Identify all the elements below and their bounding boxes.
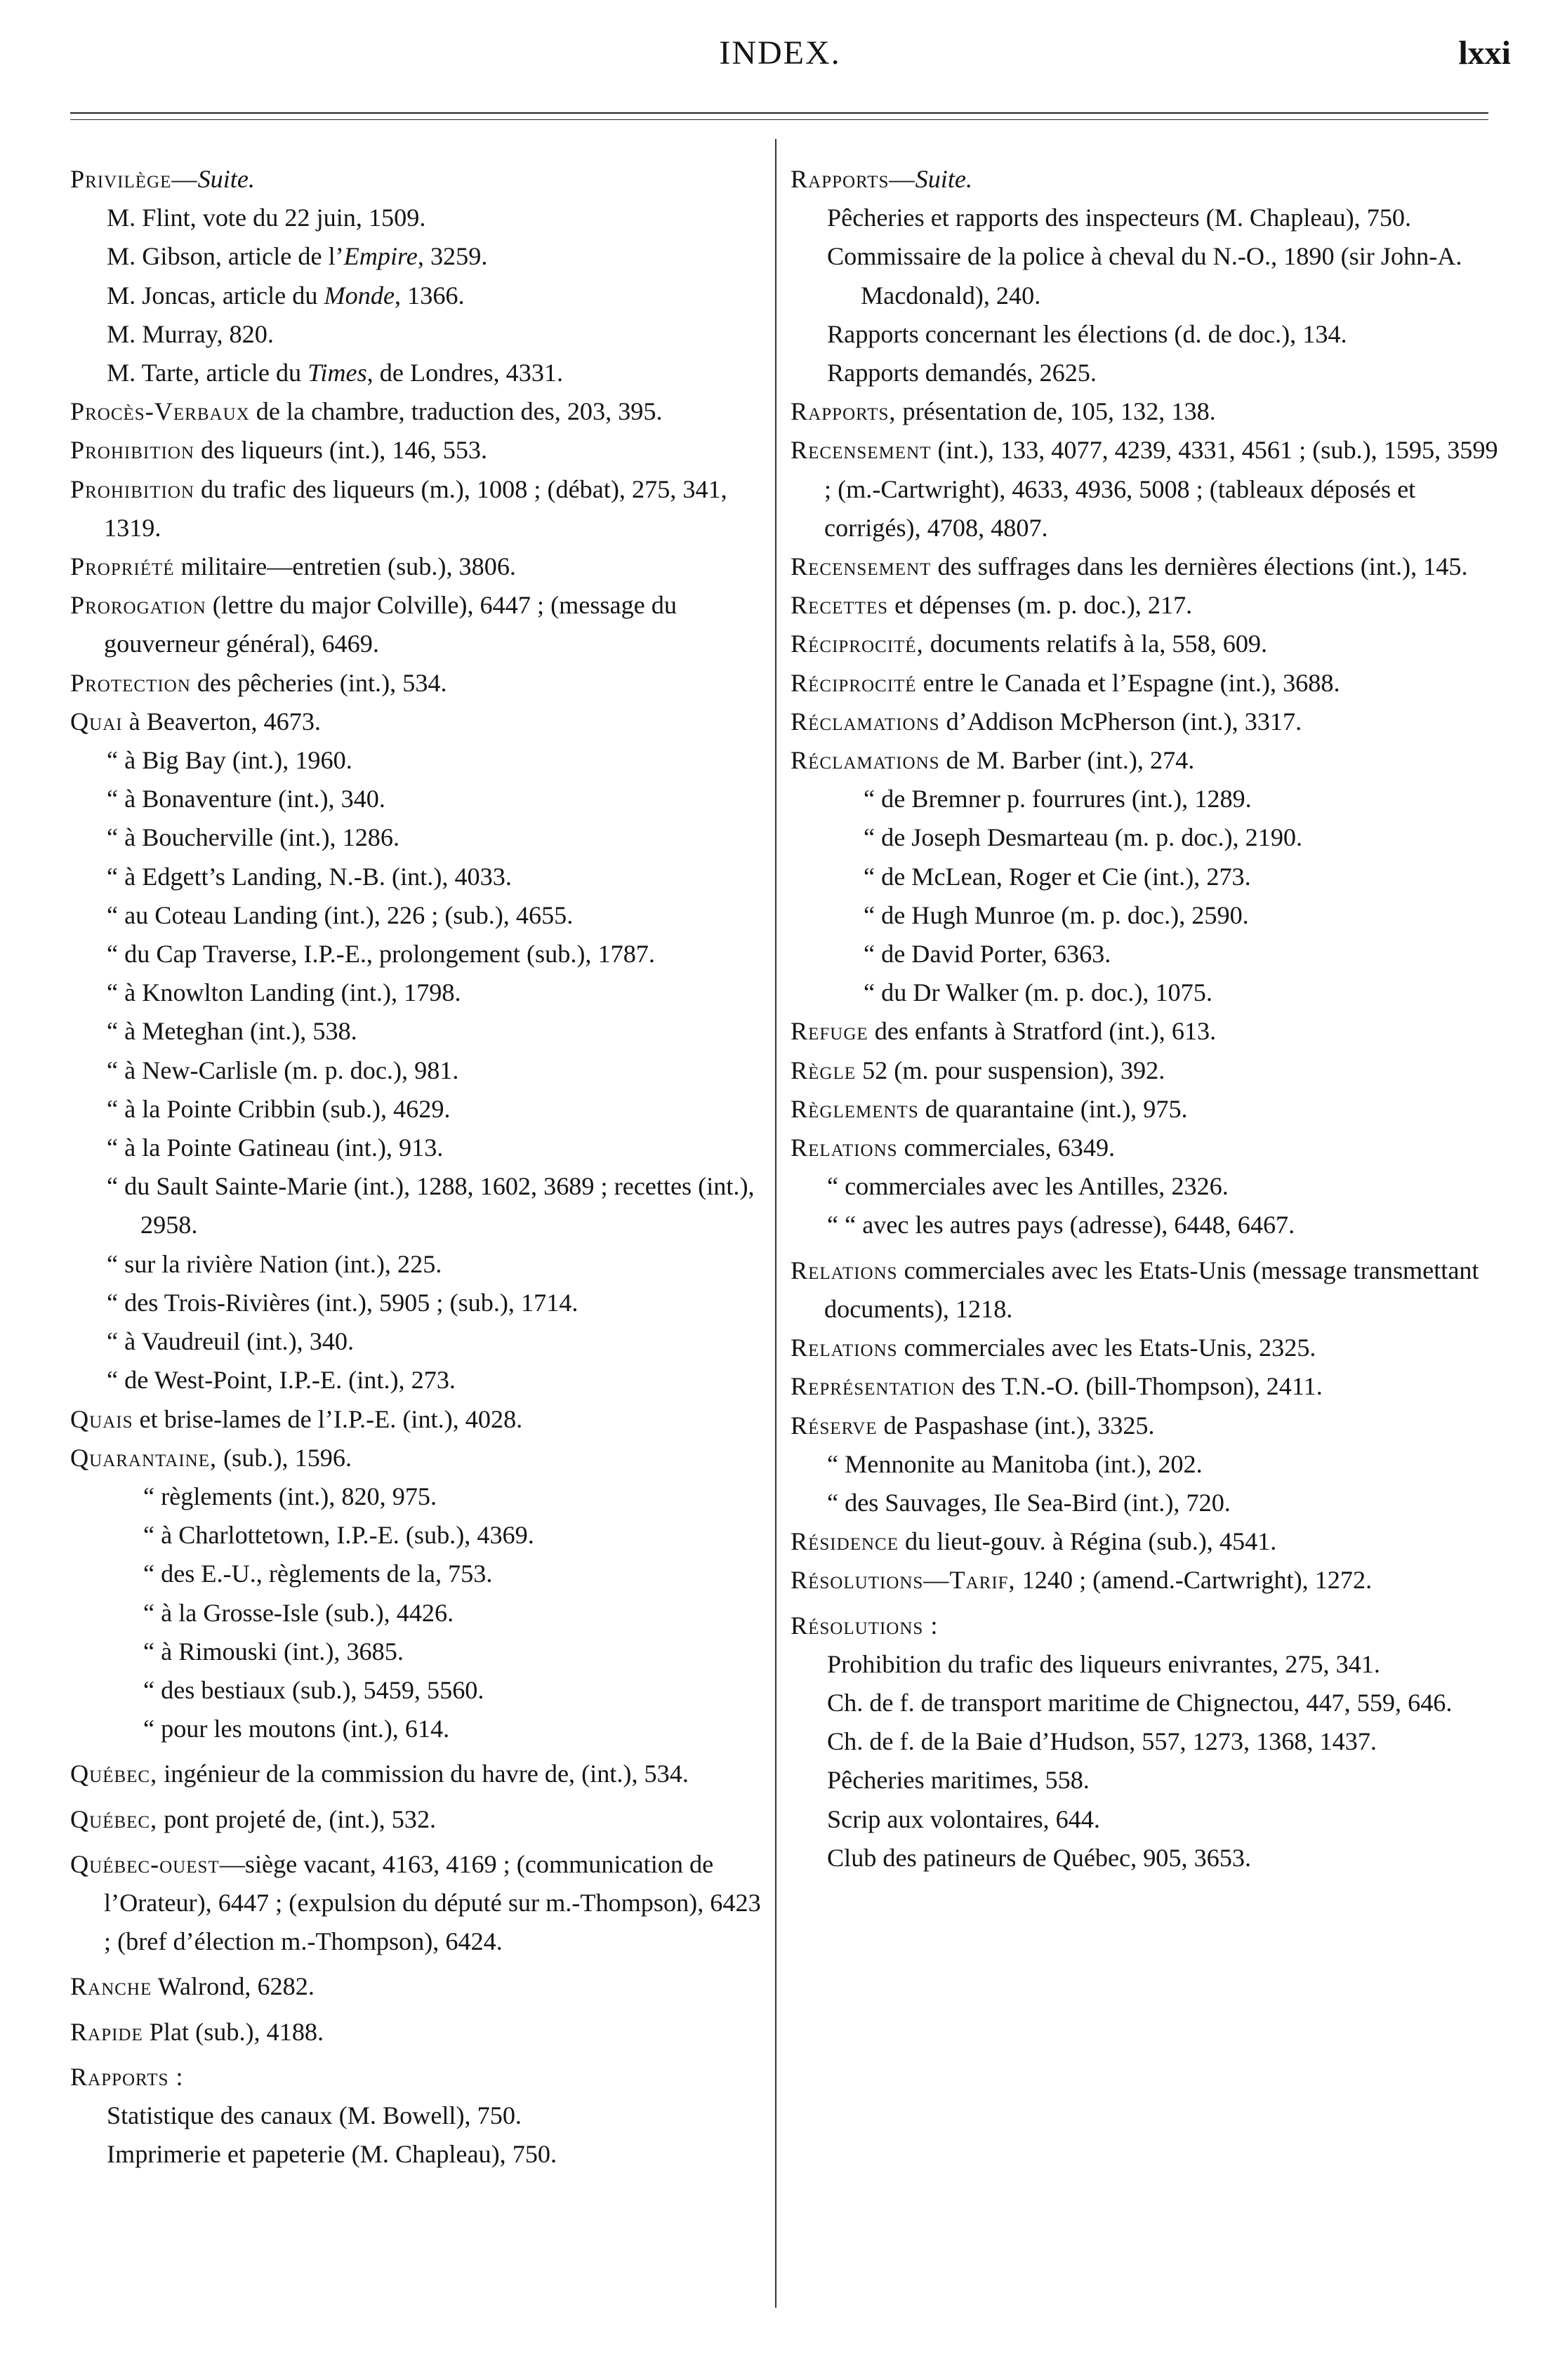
entry-text-end: , 3259.	[417, 242, 488, 271]
column-divider	[775, 139, 776, 2308]
entry-text: “ règlements (int.), 820, 975.	[143, 1482, 437, 1510]
entry-keyword: Prohibition	[70, 474, 194, 503]
entry-text: Pêcheries et rapports des inspecteurs (M. Chapleau), 750.	[827, 204, 1412, 232]
entry-text: présentation de, 105, 132, 138.	[896, 397, 1216, 426]
entry-text: ingénieur de la commission du havre de, (int.), 534.	[157, 1760, 689, 1788]
entry-text: “ des Sauvages, Ile Sea-Bird (int.), 720.	[827, 1488, 1231, 1517]
entry-italic: Times	[308, 359, 367, 387]
index-entry	[791, 1329, 1498, 1367]
entry-text: pont projeté de, (int.), 532.	[157, 1804, 437, 1833]
index-entry	[791, 1367, 1498, 1406]
index-entry	[70, 1710, 765, 1748]
entry-text: et dépenses (m. p. doc.), 217.	[888, 591, 1193, 620]
entry-text: “ du Sault Sainte-Marie (int.), 1288, 1602, 3689 ; recettes (int.), 2958.	[107, 1172, 755, 1239]
index-entry	[791, 1090, 1498, 1129]
index-entry	[70, 199, 765, 237]
index-entry	[791, 818, 1498, 857]
entry-text: —siège vacant, 4163, 4169 ; (communication de l’Orateur), 6447 ; (expulsion du député sur m.-Thompson), 6423 ; (bref d’élection m.-Thompson), 6424.	[104, 1849, 761, 1956]
index-entry	[70, 741, 765, 780]
entry-text: Commissaire de la police à cheval du N.-O., 1890 (sir John-A. Macdonald), 240.	[827, 242, 1462, 310]
page-title: INDEX.	[719, 34, 841, 72]
entry-text: Ch. de f. de transport maritime de Chignectou, 447, 559, 646.	[827, 1688, 1453, 1717]
entry-text: “ à Boucherville (int.), 1286.	[107, 823, 400, 852]
entry-text-end: , de Londres, 4331.	[366, 359, 564, 387]
index-entry	[70, 1755, 765, 1793]
entry-keyword: Québec,	[70, 1804, 158, 1833]
entry-text: Ch. de f. de la Baie d’Hudson, 557, 1273, 1368, 1437.	[827, 1727, 1377, 1756]
index-entry	[70, 354, 765, 392]
entry-suite: Suite.	[197, 165, 255, 193]
index-entry	[791, 1167, 1498, 1206]
entry-keyword: Rapports,	[791, 397, 897, 426]
entry-text: commerciales, 6349.	[897, 1134, 1116, 1162]
index-entry	[70, 1361, 765, 1400]
entry-text: “ du Dr Walker (m. p. doc.), 1075.	[864, 978, 1212, 1007]
index-entry	[70, 1012, 765, 1051]
entry-keyword: Réclamations	[791, 746, 940, 775]
entry-text: Pêcheries maritimes, 558.	[827, 1766, 1090, 1795]
index-entry	[70, 1439, 765, 1477]
entry-text: Rapports demandés, 2625.	[827, 359, 1097, 387]
entry-text: “ à Meteghan (int.), 538.	[107, 1017, 357, 1046]
index-entry	[791, 1051, 1498, 1090]
entry-text: commerciales avec les Etats-Unis, 2325.	[897, 1334, 1316, 1362]
entry-keyword: Quarantaine,	[70, 1443, 218, 1472]
index-entry	[791, 431, 1498, 547]
index-entry	[791, 1684, 1498, 1722]
index-entry	[791, 935, 1498, 973]
entry-text: entre le Canada et l’Espagne (int.), 3688.	[916, 668, 1340, 697]
entry-keyword: Réciprocité	[791, 668, 917, 697]
entry-text: militaire—entretien (sub.), 3806.	[174, 552, 516, 581]
entry-text: des pêcheries (int.), 534.	[190, 668, 447, 697]
index-entry	[791, 1407, 1498, 1445]
index-entry	[70, 1967, 765, 2006]
index-entry	[791, 199, 1498, 237]
entry-text: “ à la Pointe Gatineau (int.), 913.	[107, 1134, 444, 1162]
entry-text: du lieut-gouv. à Régina (sub.), 4541.	[898, 1527, 1277, 1556]
index-entry	[791, 237, 1498, 314]
entry-text: Plat (sub.), 4188.	[143, 2017, 324, 2046]
index-entry	[791, 160, 1498, 199]
entry-text: d’Addison McPherson (int.), 3317.	[939, 707, 1302, 736]
entry-text: “ à Big Bay (int.), 1960.	[107, 746, 352, 775]
index-entry	[791, 1839, 1498, 1877]
entry-text: “ à Vaudreuil (int.), 340.	[107, 1327, 355, 1356]
index-entry	[791, 896, 1498, 935]
entry-italic: Empire	[343, 242, 418, 271]
entry-keyword: Réciprocité,	[791, 630, 924, 658]
page-number: lxxi	[1458, 34, 1511, 72]
index-entry	[791, 664, 1498, 703]
entry-keyword: Représentation	[791, 1372, 956, 1401]
entry-text: commerciales avec les Etats-Unis (message transmettant documents), 1218.	[824, 1256, 1479, 1323]
entry-text: “ des Trois-Rivières (int.), 5905 ; (sub.), 1714.	[107, 1288, 579, 1317]
entry-text: “ à New-Carlisle (m. p. doc.), 981.	[107, 1056, 459, 1084]
entry-keyword: Rapports—	[791, 165, 915, 193]
index-column-right	[791, 160, 1498, 1877]
entry-keyword: Résolutions—Tarif,	[791, 1566, 1016, 1595]
entry-text: “ au Coteau Landing (int.), 226 ; (sub.), 4655.	[107, 900, 574, 929]
entry-text: “ à la Grosse-Isle (sub.), 4426.	[143, 1598, 454, 1627]
entry-text: M. Flint, vote du 22 juin, 1509.	[107, 204, 426, 232]
entry-text: “ à Knowlton Landing (int.), 1798.	[107, 978, 461, 1007]
entry-text: “ de David Porter, 6363.	[864, 940, 1111, 969]
index-entry	[791, 1206, 1498, 1244]
entry-text: M. Murray, 820.	[107, 319, 274, 348]
entry-text: “ à Edgett’s Landing, N.-B. (int.), 4033.	[107, 862, 512, 891]
index-entry	[791, 1522, 1498, 1561]
index-entry	[791, 625, 1498, 663]
entry-keyword: Privilège—	[70, 165, 198, 193]
entry-keyword: Relations	[791, 1334, 898, 1362]
index-entry	[791, 1012, 1498, 1051]
entry-keyword: Procès-Verbaux	[70, 397, 250, 426]
entry-text: à Beaverton, 4673.	[122, 707, 321, 736]
index-entry	[791, 703, 1498, 741]
entry-text: “ du Cap Traverse, I.P.-E., prolongement (sub.), 1787.	[107, 940, 655, 969]
entry-keyword: Réclamations	[791, 707, 940, 736]
index-entry	[791, 1607, 1498, 1645]
index-entry	[70, 1555, 765, 1593]
entry-text: documents relatifs à la, 558, 609.	[923, 630, 1268, 658]
index-entry	[791, 780, 1498, 818]
index-entry	[70, 1090, 765, 1129]
index-entry	[791, 315, 1498, 354]
entry-keyword: Réserve	[791, 1411, 878, 1440]
index-entry	[70, 1129, 765, 1167]
entry-keyword: Refuge	[791, 1017, 868, 1046]
index-entry	[70, 1516, 765, 1555]
index-entry	[70, 1051, 765, 1090]
entry-text: “ à Charlottetown, I.P.-E. (sub.), 4369.	[143, 1521, 534, 1550]
entry-text: de M. Barber (int.), 274.	[939, 746, 1195, 775]
index-entry	[791, 1251, 1498, 1329]
entry-keyword: Québec-ouest	[70, 1849, 220, 1878]
entry-text: “ à la Pointe Cribbin (sub.), 4629.	[107, 1094, 451, 1123]
entry-text: M. Joncas, article du	[107, 281, 324, 310]
index-entry	[70, 1477, 765, 1516]
index-entry	[791, 392, 1498, 431]
entry-keyword: Recensement	[791, 436, 932, 465]
index-entry	[791, 1761, 1498, 1800]
index-entry	[70, 1167, 765, 1244]
entry-text: Rapports concernant les élections (d. de doc.), 134.	[827, 319, 1347, 348]
index-entry	[70, 1633, 765, 1671]
entry-text: Statistique des canaux (M. Bowell), 750.	[107, 2101, 522, 2129]
index-entry	[70, 586, 765, 663]
entry-italic: Monde	[324, 281, 395, 310]
index-entry	[791, 547, 1498, 586]
entry-text-end: , 1366.	[395, 281, 465, 310]
entry-keyword: Relations	[791, 1256, 898, 1284]
index-entry	[70, 780, 765, 818]
entry-text: “ des E.-U., règlements de la, 753.	[143, 1560, 493, 1588]
index-entry	[70, 703, 765, 741]
entry-text: “ de Joseph Desmarteau (m. p. doc.), 2190.	[864, 823, 1303, 852]
index-entry	[70, 935, 765, 973]
index-entry	[70, 2058, 765, 2096]
entry-keyword: Rapide	[70, 2017, 143, 2046]
entry-keyword: Résolutions :	[791, 1611, 939, 1640]
entry-text: “ des bestiaux (sub.), 5459, 5560.	[143, 1675, 484, 1704]
entry-text: “ commerciales avec les Antilles, 2326.	[827, 1172, 1229, 1201]
entry-keyword: Quai	[70, 707, 123, 736]
entry-text: (lettre du major Colville), 6447 ; (message du gouverneur général), 6469.	[104, 591, 677, 658]
entry-text: Prohibition du trafic des liqueurs enivrantes, 275, 341.	[827, 1649, 1380, 1678]
entry-text: “ sur la rivière Nation (int.), 225.	[107, 1249, 442, 1278]
entry-text: de la chambre, traduction des, 203, 395.	[249, 397, 663, 426]
index-entry	[791, 1445, 1498, 1484]
entry-text: “ “ avec les autres pays (adresse), 6448, 6467.	[827, 1211, 1295, 1239]
entry-text: “ à Rimouski (int.), 3685.	[143, 1637, 404, 1666]
entry-keyword: Ranche	[70, 1972, 152, 2001]
index-entry	[791, 741, 1498, 780]
entry-text: des suffrages dans les dernières élections (int.), 145.	[931, 552, 1468, 581]
index-entry	[70, 1800, 765, 1839]
entry-text: et brise-lames de l’I.P.-E. (int.), 4028.	[133, 1404, 523, 1433]
index-entry	[70, 547, 765, 586]
index-entry	[70, 1322, 765, 1361]
entry-text: Imprimerie et papeterie (M. Chapleau), 750.	[107, 2140, 557, 2169]
entry-text: M. Tarte, article du	[107, 359, 308, 387]
index-entry	[791, 1484, 1498, 1522]
index-entry	[791, 858, 1498, 896]
header-rule-thin	[70, 119, 1488, 120]
index-entry	[791, 354, 1498, 392]
entry-keyword: Recettes	[791, 591, 889, 620]
entry-text: Club des patineurs de Québec, 905, 3653.	[827, 1843, 1252, 1872]
index-entry	[70, 277, 765, 315]
index-entry	[70, 896, 765, 935]
index-entry	[70, 315, 765, 354]
entry-text: 1240 ; (amend.-Cartwright), 1272.	[1015, 1566, 1373, 1595]
entry-keyword: Propriété	[70, 552, 175, 581]
entry-text: Walrond, 6282.	[152, 1972, 315, 2001]
index-entry	[70, 1594, 765, 1633]
entry-keyword: Prohibition	[70, 436, 194, 465]
entry-text: des liqueurs (int.), 146, 553.	[194, 436, 488, 465]
entry-keyword: Prorogation	[70, 591, 206, 620]
index-entry	[791, 1129, 1498, 1167]
entry-text: (int.), 133, 4077, 4239, 4331, 4561 ; (sub.), 1595, 3599 ; (m.-Cartwright), 4633, 4936, 5008 ; (tableaux déposés et corrigés), 4708, 4807.	[824, 436, 1498, 542]
entry-keyword: Résidence	[791, 1527, 899, 1556]
entry-keyword: Quais	[70, 1404, 133, 1433]
index-entry	[791, 1561, 1498, 1600]
index-entry	[70, 1284, 765, 1322]
entry-text: des T.N.-O. (bill-Thompson), 2411.	[955, 1372, 1323, 1401]
entry-text: de quarantaine (int.), 975.	[918, 1094, 1188, 1123]
entry-keyword: Règle	[791, 1056, 857, 1084]
index-entry	[70, 2135, 765, 2174]
entry-text: “ Mennonite au Manitoba (int.), 202.	[827, 1449, 1203, 1478]
index-entry	[70, 1671, 765, 1710]
index-entry	[791, 586, 1498, 625]
index-entry	[70, 2013, 765, 2052]
index-entry	[70, 1400, 765, 1439]
entry-keyword: Relations	[791, 1134, 898, 1162]
index-column-left	[70, 160, 765, 2174]
index-entry	[791, 1800, 1498, 1839]
index-entry	[70, 237, 765, 276]
entry-keyword: Rapports :	[70, 2062, 184, 2091]
entry-text: “ à Bonaventure (int.), 340.	[107, 785, 385, 813]
index-entry	[70, 1845, 765, 1962]
index-entry	[791, 1645, 1498, 1684]
index-entry	[70, 431, 765, 470]
entry-keyword: Règlements	[791, 1094, 919, 1123]
header-rule	[70, 112, 1488, 114]
index-entry	[70, 2096, 765, 2135]
entry-text: Scrip aux volontaires, 644.	[827, 1804, 1100, 1833]
index-entry	[70, 818, 765, 857]
index-entry	[791, 973, 1498, 1012]
entry-keyword: Québec,	[70, 1760, 158, 1788]
index-entry	[70, 160, 765, 199]
index-entry	[70, 470, 765, 547]
entry-text: du trafic des liqueurs (m.), 1008 ; (débat), 275, 341, 1319.	[104, 474, 727, 542]
entry-suite: Suite.	[915, 165, 972, 193]
entry-text: “ de Hugh Munroe (m. p. doc.), 2590.	[864, 900, 1249, 929]
index-entry	[70, 392, 765, 431]
entry-text: 52 (m. pour suspension), 392.	[856, 1056, 1165, 1084]
index-entry	[70, 1245, 765, 1284]
entry-text: “ de McLean, Roger et Cie (int.), 273.	[864, 862, 1251, 891]
entry-text: “ de West-Point, I.P.-E. (int.), 273.	[107, 1366, 456, 1395]
index-entry	[70, 664, 765, 703]
entry-text: M. Gibson, article de l’	[107, 242, 344, 271]
index-entry	[70, 858, 765, 896]
entry-keyword: Recensement	[791, 552, 932, 581]
entry-text: “ pour les moutons (int.), 614.	[143, 1715, 450, 1743]
entry-text: de Paspashase (int.), 3325.	[877, 1411, 1155, 1440]
entry-keyword: Protection	[70, 668, 191, 697]
entry-text: (sub.), 1596.	[217, 1443, 352, 1472]
index-entry	[70, 973, 765, 1012]
entry-text: “ de Bremner p. fourrures (int.), 1289.	[864, 785, 1252, 813]
index-entry	[791, 1722, 1498, 1761]
entry-text: des enfants à Stratford (int.), 613.	[868, 1017, 1217, 1046]
